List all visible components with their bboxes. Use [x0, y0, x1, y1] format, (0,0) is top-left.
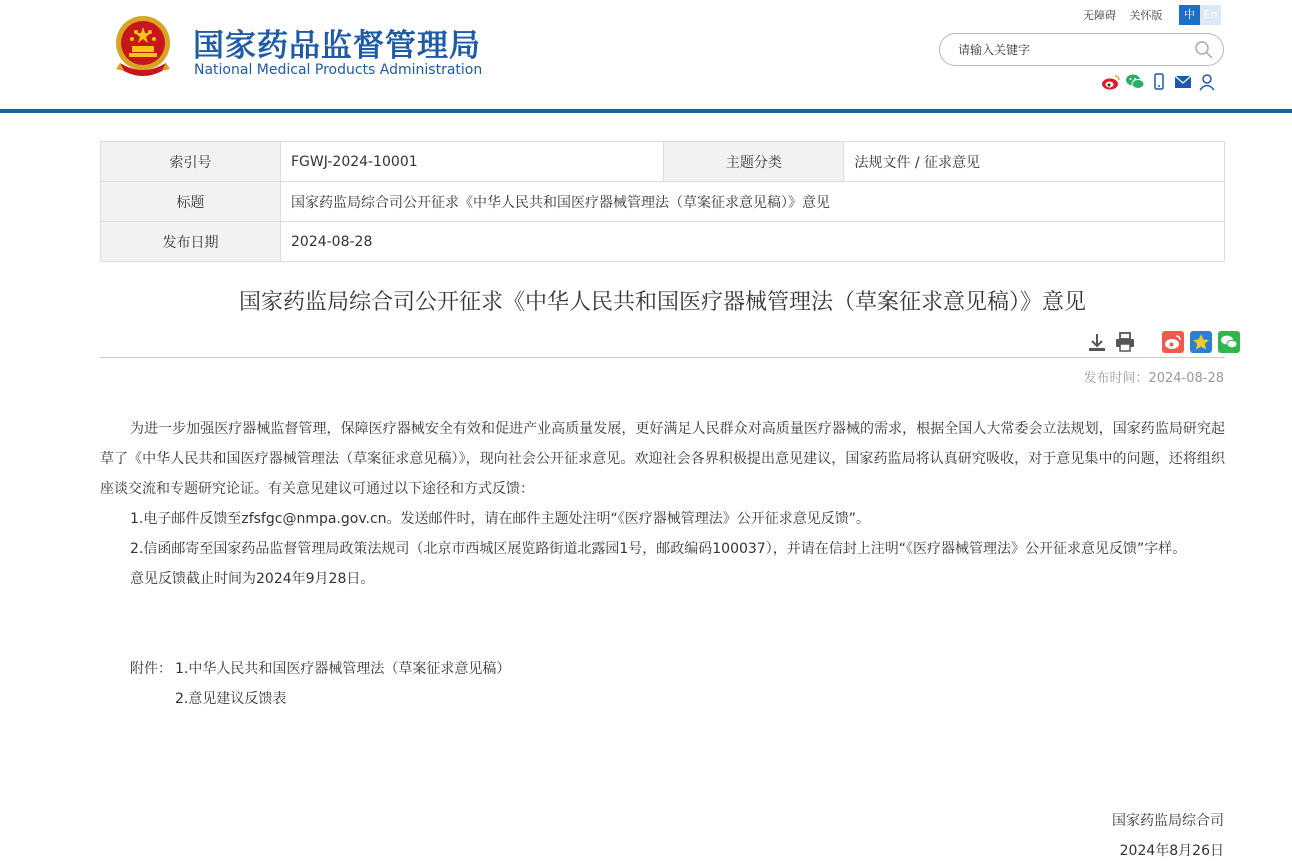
- national-emblem-logo[interactable]: [112, 13, 174, 79]
- table-row: [101, 182, 1225, 222]
- paragraph: 2.信函邮寄至国家药品监督管理局政策法规司（北京市西城区展览路街道北露园1号，邮政编码100037），并请在信封上注明“《医疗器械管理法》公开征求意见反馈”字样。: [130, 541, 1187, 557]
- attachment-link[interactable]: 2.意见建议反馈表: [175, 691, 287, 707]
- index-label: 索引号: [101, 142, 281, 182]
- share-weibo-icon[interactable]: [1162, 331, 1184, 353]
- language-switch: [1179, 5, 1221, 25]
- lang-en-button[interactable]: En: [1200, 5, 1221, 25]
- publish-time: 发布时间：2024-08-28: [1083, 371, 1224, 386]
- top-links: [1083, 7, 1173, 23]
- download-icon[interactable]: [1086, 331, 1108, 353]
- accessibility-link[interactable]: 无障碍: [1083, 9, 1116, 22]
- paragraph: 1.电子邮件反馈至zfsfgc@nmpa.gov.cn。发送邮件时，请在邮件主题处注明“《医疗器械管理法》公开征求意见反馈”。: [130, 511, 871, 527]
- share-wechat-icon[interactable]: [1218, 331, 1240, 353]
- attachments: [130, 654, 510, 714]
- index-value: FGWJ-2024-10001: [281, 142, 664, 182]
- weibo-icon[interactable]: [1101, 72, 1121, 92]
- lang-zh-button[interactable]: 中: [1179, 5, 1200, 25]
- signature-org: 国家药监局综合司: [1112, 813, 1224, 829]
- date-label: 发布日期: [101, 222, 281, 262]
- mobile-icon[interactable]: [1149, 72, 1169, 92]
- paragraph: 意见反馈截止时间为2024年9月28日。: [130, 571, 375, 587]
- favorite-icon[interactable]: [1190, 331, 1212, 353]
- paragraph: 为进一步加强医疗器械监督管理，保障医疗器械安全有效和促进产业高质量发展，更好满足人民群众对高质量医疗器械的需求，根据全国人大常委会立法规划，国家药监局研究起草了《中华人民共和国医疗器械管理法（草案征求意见稿）》，现向社会公开征求意见。欢迎社会各界积极提出意见建议，国家药监局将认真研究吸收，对于意见集中的问题，还将组织座谈交流和专题研究论证。有关意见建议可通过以下途径和方式反馈：: [100, 421, 1225, 497]
- mail-icon[interactable]: [1173, 72, 1193, 92]
- category-value: 法规文件 / 征求意见: [844, 142, 1225, 182]
- attachment-link[interactable]: 1.中华人民共和国医疗器械管理法（草案征求意见稿）: [175, 661, 511, 677]
- social-links: [1101, 72, 1217, 92]
- site-name-en[interactable]: National Medical Products Administration: [194, 62, 483, 78]
- search-icon[interactable]: [1194, 40, 1214, 60]
- site-header: [0, 0, 1292, 113]
- signature-date: 2024年8月26日: [1119, 843, 1224, 859]
- date-value: 2024-08-28: [281, 222, 1225, 262]
- document-info-table: [100, 141, 1225, 262]
- print-icon[interactable]: [1114, 331, 1136, 353]
- table-row: [101, 222, 1225, 262]
- title-value: 国家药监局综合司公开征求《中华人民共和国医疗器械管理法（草案征求意见稿）》意见: [281, 182, 1225, 222]
- article-body: [100, 414, 1225, 594]
- wechat-icon[interactable]: [1125, 72, 1145, 92]
- category-label: 主题分类: [664, 142, 844, 182]
- article-title: 国家药监局综合司公开征求《中华人民共和国医疗器械管理法（草案征求意见稿）》意见: [238, 290, 1086, 315]
- title-label: 标题: [101, 182, 281, 222]
- title-divider: [100, 357, 1225, 358]
- table-row: [101, 142, 1225, 182]
- search-input[interactable]: [958, 40, 1188, 60]
- signature: [1112, 806, 1224, 864]
- article-tools: [1086, 331, 1240, 353]
- attachment-label: 附件：: [130, 661, 172, 677]
- user-icon[interactable]: [1197, 72, 1217, 92]
- elder-mode-link[interactable]: 关怀版: [1129, 9, 1163, 22]
- site-name-cn[interactable]: 国家药品监督管理局: [193, 28, 481, 64]
- search-box: [939, 33, 1224, 66]
